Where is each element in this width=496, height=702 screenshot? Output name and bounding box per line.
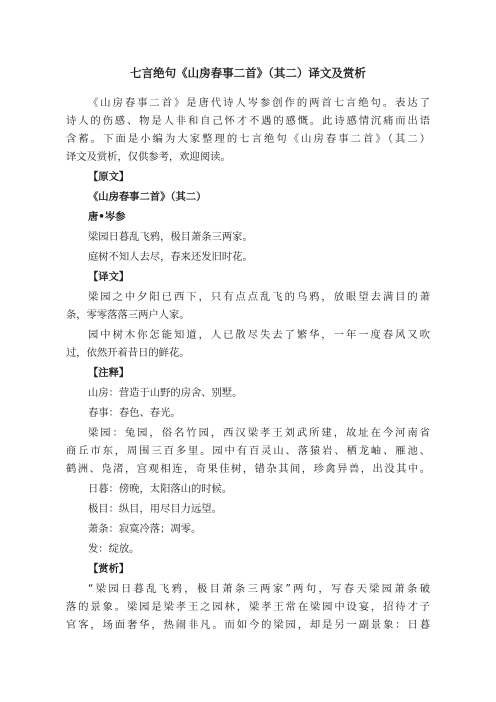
translation-line: 园中树木你怎能知道，人已散尽失去了繁华，一年一度春风又吹 [88, 329, 430, 341]
translation-line: 过，依然开着昔日的鲜花。 [66, 347, 190, 359]
appreciation-line: 官客，场面奢华，热闹非凡。而如今的梁园，却是另一副景象：日暮 [66, 619, 430, 631]
appreciation-line: 落的景象。梁园是梁孝王之园林，梁孝王常在梁园中设宴，招待才子 [66, 601, 430, 613]
note-line: 极目：纵目，用尽目力远望。 [88, 503, 222, 515]
appreciation-heading: 【赏析】 [88, 563, 130, 575]
intro-line: 译文及赏析，仅供参考，欢迎阅读。 [66, 151, 231, 163]
document-title: 七言绝句《山房春事二首》（其二）译文及赏析 [130, 66, 366, 80]
note-line: 梁园：兔园，俗名竹园，西汉梁孝王刘武所建，故址在今河南省 [88, 427, 430, 439]
intro-line: 含蓄。下面是小编为大家整理的七言绝句《山房春事二首》（其二） [66, 133, 430, 145]
translation-heading: 【译文】 [88, 271, 130, 283]
translation-line: 条，零零落落三两户人家。 [66, 309, 190, 321]
intro-line: 《山房春事二首》是唐代诗人岑参创作的两首七言绝句。表达了 [88, 97, 430, 109]
note-line: 商丘市东，周围三百多里。园中有百灵山、落猿岩、栖龙岫、雁池、 [66, 445, 430, 457]
poem-title: 《山房春事二首》（其二） [88, 191, 207, 203]
poem-author: 唐•岑参 [88, 211, 126, 223]
note-line: 萧条：寂寞冷落；凋零。 [88, 523, 202, 535]
note-line: 春事：春色、春光。 [88, 407, 181, 419]
intro-line: 诗人的伤感、物是人非和自己怀才不遇的感慨。此诗感情沉痛而出语 [66, 115, 430, 127]
original-heading: 【原文】 [88, 171, 130, 183]
poem-line: 庭树不知人去尽，春来还发旧时花。 [88, 251, 253, 263]
notes-heading: 【注释】 [88, 367, 130, 379]
note-line: 日暮：傍晚，太阳落山的时候。 [88, 483, 233, 495]
poem-line: 梁园日暮乱飞鸦，极目萧条三两家。 [88, 231, 253, 243]
note-line: 鹤洲、凫渚，宫观相连，奇果佳树，错杂其间，珍禽异兽，出没其中。 [66, 463, 430, 475]
appreciation-line: “梁园日暮乱飞鸦，极目萧条三两家”两句，写春天梁园萧条破 [88, 583, 430, 595]
note-line: 山房：营造于山野的房舍、别墅。 [88, 387, 243, 399]
note-line: 发：绽放。 [88, 543, 140, 555]
translation-line: 梁园之中夕阳已西下，只有点点乱飞的乌鸦，放眼望去满目的萧 [88, 291, 430, 303]
